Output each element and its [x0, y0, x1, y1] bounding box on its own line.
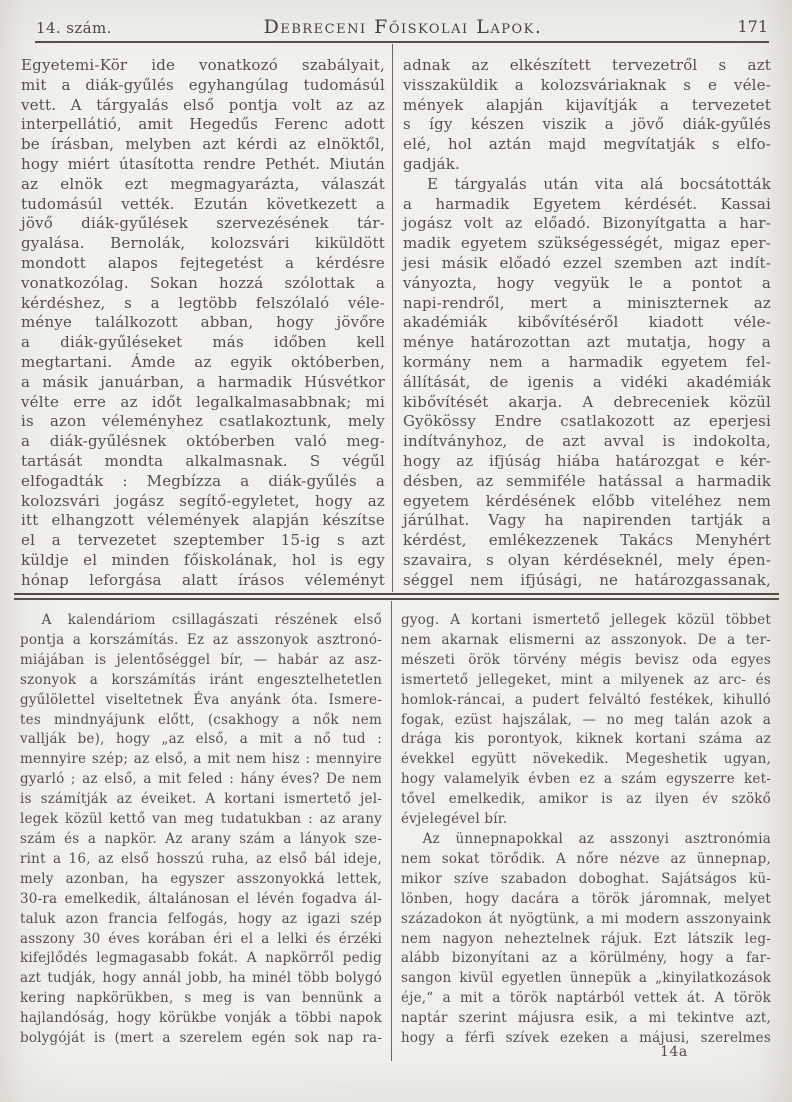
- text-line: alább bizonyítani az a körülmény, hogy a far-: [401, 950, 771, 967]
- text-line: ménye találkozott abban, hogy jövőre: [21, 313, 385, 332]
- journal-title: Debreceni Főiskolai Lapok.: [263, 16, 543, 38]
- text-line: hogy valamelyik évben ez a szám egyszerre ket-: [401, 771, 771, 788]
- text-line: egyetem kérdésének előbb viteléhez nem: [403, 491, 771, 510]
- paragraph: [20, 611, 382, 1049]
- header-rule: [35, 41, 769, 43]
- text-line: s így készen viszik a jövő diák-gyűlés: [403, 115, 771, 134]
- signature-mark: 14a: [660, 1044, 688, 1060]
- text-line: madik egyetem szükségességét, migaz eper-: [403, 234, 771, 253]
- text-line: mit a diák-gyűlés egyhangúlag tudomásúl: [21, 75, 385, 94]
- text-line: is számítják az éveiket. A kortani ismertető jel-: [20, 791, 382, 808]
- text-line: indítványhoz, de azt avval is indokolta,: [403, 432, 771, 451]
- text-line: fogak, ezüst hajszálak, — no meg talán azok a: [401, 711, 771, 728]
- text-line: mely azonban, ha egyszer asszonyokká lettek,: [20, 870, 382, 887]
- text-line: napi-rendről, mert a miniszternek az: [403, 293, 771, 312]
- text-line: legek közül kettő van meg tudatukban : az arany: [20, 811, 382, 828]
- text-line: gyog. A kortani ismertető jellegek közül többet: [401, 612, 771, 628]
- text-line: naptár szerint májusra esik, a mi tekintve azt,: [401, 1010, 771, 1027]
- text-line: Egyetemi-Kör ide vonatkozó szabályait,: [21, 56, 385, 74]
- text-line: miájában is jelentőséggel bír, — habár az asz-: [20, 651, 382, 668]
- text-line: 30-ra emelkedik, általánosan el lévén fogadva ál-: [20, 890, 382, 907]
- text-line: szonyok a korszámítás iránt engesztelhetetlen: [20, 671, 382, 688]
- text-line: tudomásúl vették. Ezután következett a: [21, 194, 385, 213]
- feuilleton-right-column: [401, 611, 771, 1049]
- text-line: drága kis porontyok, kiknek kortani száma az: [401, 731, 771, 748]
- text-line: asszony 30 éves korában éri el a lelki és érzéki: [20, 930, 382, 947]
- text-line: mennyire szép; az első, a mit nem hisz : mennyire: [20, 751, 382, 768]
- text-line: szám és a napkör. Az arany szám a lányok sze-: [20, 830, 382, 847]
- text-line: megtartani. Ámde az egyik októberben,: [21, 352, 385, 371]
- text-line: gyalása. Bernolák, kolozsvári kiküldött: [21, 234, 385, 253]
- text-line: a másik januárban, a harmadik Húsvétkor: [21, 372, 385, 391]
- text-line: gyűlölettel viseltetnek Éva anyánk óta. Ismere-: [20, 691, 382, 708]
- text-line: E tárgyalás után vita alá bocsátották: [427, 174, 771, 193]
- text-line: tartását mondta alkalmasnak. S végűl: [21, 451, 385, 470]
- column-divider-bottom: [391, 601, 392, 1061]
- paragraph: [403, 56, 771, 175]
- main-right-column: [403, 56, 771, 591]
- text-line: kolozsvári jogász segítő-egyletet, hogy az: [21, 491, 385, 510]
- text-line: évekkel együtt növekedik. Megeshetik ugyan,: [401, 751, 771, 768]
- text-line: mények alapján kijavítják a tervezetet: [403, 95, 771, 114]
- paragraph: [401, 830, 771, 1049]
- text-line: az elnök ezt megmagyarázta, válaszát: [21, 174, 385, 193]
- text-line: hajlandóság, hogy körükbe vonják a többi napok: [20, 1010, 382, 1027]
- text-line: nem sokat törődik. A nőre nézve az ünnepnap,: [401, 850, 771, 867]
- text-line: szavaira, s olyan kérdéseknél, mely épen-: [403, 550, 771, 569]
- feuilleton-left-column: [20, 611, 382, 1049]
- text-line: be írásban, melyben azt kérdi az elnöktől,: [21, 135, 385, 154]
- text-line: vallják be), hogy „az első, a mit a nő tud :: [20, 731, 382, 748]
- text-line: vett. A tárgyalás első pontja volt az az: [21, 95, 385, 114]
- text-line: A kalendáriom csillagászati részének első: [41, 612, 382, 628]
- text-line: el a tervezetet szeptember 15-ig s azt: [21, 531, 385, 550]
- text-line: hónap leforgása alatt írásos véleményt: [21, 570, 385, 589]
- text-line: éje,“ a mit a török naptárból vettek át. A török: [401, 990, 771, 1007]
- text-line: pontja a korszámítás. Ez az asszonyok asztronó-: [20, 631, 382, 648]
- text-line: vélte erre az időt legalkalmasabbnak; mi: [21, 392, 385, 411]
- text-line: désben, az semmiféle hatással a harmadik: [403, 471, 771, 490]
- text-line: járúlhat. Vagy ha napirenden tartják a: [403, 511, 771, 530]
- text-line: elé, hol aztán majd megvítatják s elfo-: [403, 135, 771, 154]
- text-line: adnak az elkészített tervezetről s azt: [403, 56, 771, 74]
- text-line: kibővítését akarja. A debreceniek közül: [403, 392, 771, 411]
- text-line: ménye határozottan azt mutatja, hogy a: [403, 333, 771, 352]
- section-divider-rule: [14, 593, 779, 600]
- text-line: küldje el minden főiskolának, hol is egy: [21, 550, 385, 569]
- text-line: kormány nem a harmadik egyetem fel-: [403, 352, 771, 371]
- text-line: tővel emelkedik, amikor is az ilyen év szökő: [401, 791, 771, 808]
- text-line: visszaküldik a kolozsváriaknak s e véle-: [403, 75, 771, 94]
- text-line: interpellátió, amit Hegedűs Ferenc adott: [21, 115, 385, 134]
- main-left-column: [21, 56, 385, 591]
- text-line: évjelegével bír.: [401, 811, 508, 828]
- paragraph: [403, 175, 771, 591]
- paragraph: [401, 611, 771, 830]
- text-line: a diák-gyűlésnek októberben való meg-: [21, 432, 385, 451]
- text-line: séggel nem ifjúsági, ne határozgassanak,: [403, 570, 771, 589]
- page-header: [36, 13, 770, 39]
- text-line: kifejlődés legmagasabb fokát. A napkörről pedig: [20, 950, 382, 967]
- text-line: itt elhangzott vélemények alapján készítse: [21, 511, 385, 530]
- text-line: mondott alapos fejtegetést a kérdésre: [21, 253, 385, 272]
- issue-number: 14. szám.: [36, 19, 112, 37]
- text-line: ványozta, hogy vegyük le a pontot a: [403, 273, 771, 292]
- text-line: jesi másik előadó ezzel szemben azt indít-: [403, 253, 771, 272]
- text-line: állítását, de igenis a vidéki akadémiák: [403, 372, 771, 391]
- text-line: homlok-ráncai, a pudert felváltó festékek, kihulló: [401, 691, 771, 708]
- text-line: a diák-gyűléseket más időben kell: [21, 333, 385, 352]
- text-line: taluk azon francia felfogás, hogy az igazi szép: [20, 910, 382, 927]
- text-line: hogy miért útasította rendre Pethét. Miután: [21, 154, 385, 173]
- text-line: mészeti örök törvény mégis bevisz oda egyes: [401, 651, 771, 668]
- text-line: jövő diák-gyűlések szervezésének tár-: [21, 214, 385, 233]
- text-line: a harmadik Egyetem kérdését. Kassai: [403, 194, 771, 213]
- text-line: jogász volt az előadó. Bizonyítgatta a har-: [403, 214, 771, 233]
- text-line: Az ünnepnapokkal az asszonyi asztronómia: [422, 830, 771, 847]
- text-line: tes mindnyájunk előtt, (csakhogy a nők nem: [20, 711, 382, 728]
- text-line: rint a 16, az első hosszú ruha, az első bál ideje,: [20, 850, 382, 867]
- text-line: mikor szíve szabadon doboghat. Sajátságos kü-: [401, 870, 771, 887]
- text-line: kérdést, emlékezzenek Takács Menyhért: [403, 531, 771, 550]
- text-line: ismertető jellegeket, mint a milyenek az arc- és: [401, 671, 771, 688]
- text-line: kérdéshez, s a legtöbb felszólaló véle-: [21, 293, 385, 312]
- text-line: Gyökössy Endre csatlakozott az eperjesi: [403, 412, 771, 431]
- text-line: gyarló ; az első, a mit feled : hány éves? De nem: [20, 771, 382, 788]
- text-line: hogy a férfi szívek ezeken a májusi, szerelmes: [401, 1030, 771, 1047]
- text-line: vonatkozólag. Sokan hozzá szólottak a: [21, 273, 385, 292]
- text-line: sangon kivül egyetlen ünnepük a „kinyilatkozások: [401, 970, 771, 987]
- text-line: azt tudják, hogy annál jobb, ha minél több bolygó: [20, 970, 382, 987]
- text-line: elfogadták : Megbízza a diák-gyűlés a: [21, 471, 385, 490]
- text-line: lönben, hogy dacára a török járomnak, melyet: [401, 890, 771, 907]
- text-line: nem nagyon neheztelnek rájuk. Ezt látszik leg-: [401, 930, 771, 947]
- text-line: hogy az ifjúság hiába határozgat e kér-: [403, 451, 771, 470]
- paragraph: [21, 56, 385, 591]
- text-line: akadémiák kibővítéséről kiadott véle-: [403, 313, 771, 332]
- column-divider-top: [392, 44, 393, 592]
- text-line: gadják.: [403, 154, 460, 173]
- text-line: nem akarnak elismerni az asszonyok. De a ter-: [401, 631, 771, 648]
- page-number: 171: [737, 17, 768, 36]
- text-line: kering napkörükben, s meg is van bennünk a: [20, 990, 382, 1007]
- text-line: századokon át nyögtünk, a mi modern asszonyaink: [401, 910, 771, 927]
- text-line: is azon véleményhez csatlakoztunk, mely: [21, 412, 385, 431]
- text-line: bolygóját is (mert a szerelem egén sok nap ra-: [20, 1030, 382, 1047]
